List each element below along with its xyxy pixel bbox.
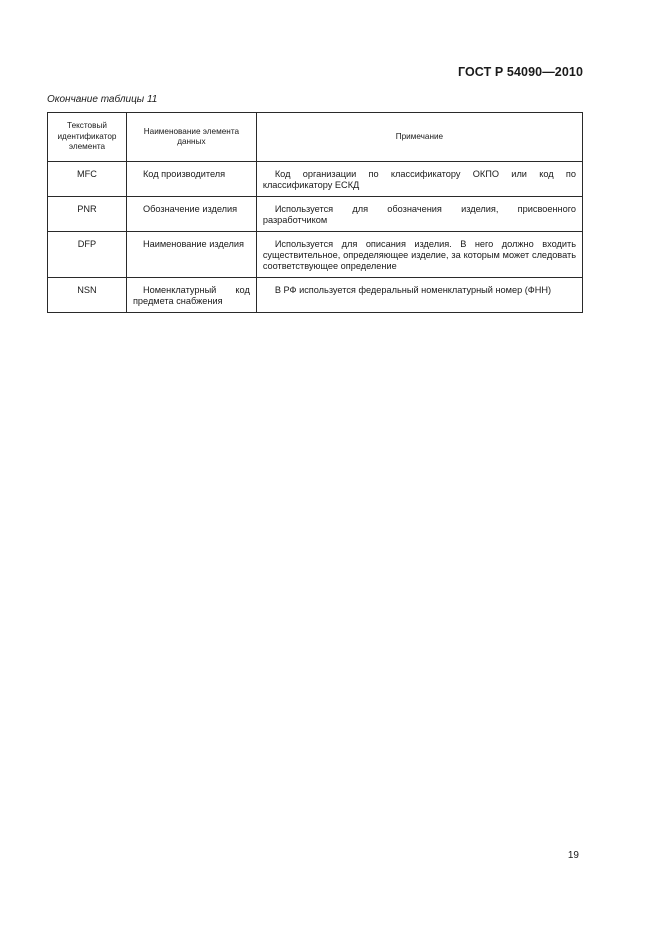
table-row <box>48 197 583 232</box>
header-element-name: Наименование элемента данных <box>126 113 256 162</box>
row-element-name: Номенклатурный код предмета снабжения <box>126 278 256 313</box>
data-elements-table <box>47 112 583 313</box>
row-identifier: MFC <box>48 162 127 197</box>
table-row <box>48 162 583 197</box>
row-note: В РФ используется федеральный номенклатурный номер (ФНН) <box>256 278 582 313</box>
table-row <box>48 232 583 278</box>
document-standard-code: ГОСТ Р 54090—2010 <box>457 65 583 79</box>
table-caption: Окончание таблицы 11 <box>47 94 158 105</box>
row-element-name: Код производителя <box>126 162 256 197</box>
header-text-identifier: Текстовый идентификатор элемента <box>48 113 127 162</box>
page-number: 19 <box>567 850 579 861</box>
row-note: Код организации по классификатору ОКПО или код по классификатору ЕСКД <box>256 162 582 197</box>
row-element-name: Обозначение изделия <box>126 197 256 232</box>
table-row <box>48 278 583 313</box>
row-element-name: Наименование изделия <box>126 232 256 278</box>
table-header-row <box>48 113 583 162</box>
row-identifier: DFP <box>48 232 127 278</box>
header-note: Примечание <box>256 113 582 162</box>
row-note: Используется для описания изделия. В него должно входить существительное, определяющее изделие, за которым может следовать соответствующее определение <box>256 232 582 278</box>
row-note: Используется для обозначения изделия, присвоенного разработчиком <box>256 197 582 232</box>
row-identifier: NSN <box>48 278 127 313</box>
row-identifier: PNR <box>48 197 127 232</box>
